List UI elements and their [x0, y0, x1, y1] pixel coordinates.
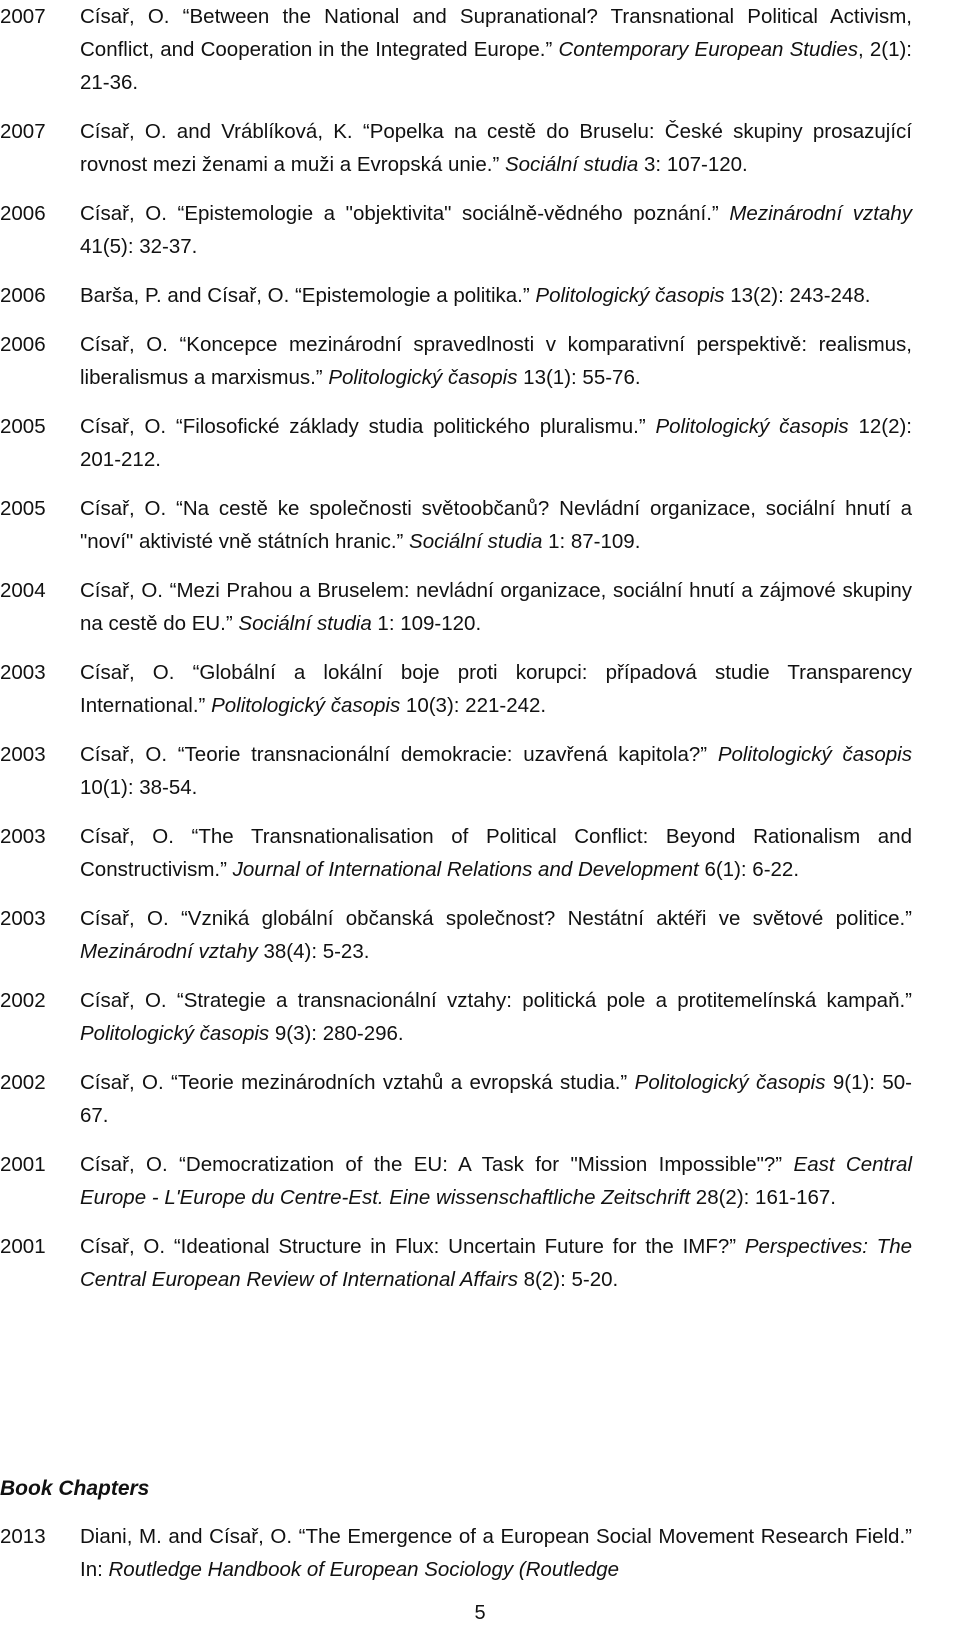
- publication-year: 2013: [0, 1525, 46, 1548]
- publication-entry: [0, 820, 912, 886]
- publication-year: 2002: [0, 989, 46, 1012]
- publication-entry: [0, 279, 912, 312]
- publication-year: 2001: [0, 1153, 46, 1176]
- citation-text: Císař, O. “Koncepce mezinárodní spravedlnosti v komparativní perspektivě: realismus, liberalismus a marxismus.”: [80, 333, 912, 389]
- publication-year: 2003: [0, 907, 46, 930]
- book-chapters-list: [0, 1520, 960, 1602]
- publication-entry: [0, 738, 912, 804]
- journal-title: Politologický časopis: [634, 1071, 826, 1094]
- publication-entry: [0, 902, 912, 968]
- volume-pages: 41(5): 32-37.: [80, 235, 198, 258]
- volume-pages: 9(3): 280-296.: [269, 1022, 404, 1045]
- volume-pages: 6(1): 6-22.: [698, 858, 800, 881]
- journal-title: Sociální studia: [238, 612, 372, 635]
- citation-text: Císař, O. “The Transnationalisation of Political Conflict: Beyond Rationalism and Constructivism.”: [80, 825, 912, 881]
- volume-pages: 10(1): 38-54.: [80, 776, 198, 799]
- volume-pages: 3: 107-120.: [638, 153, 748, 176]
- publication-year: 2007: [0, 120, 46, 143]
- journal-title: Politologický časopis: [535, 284, 725, 307]
- journal-title: Politologický časopis: [717, 743, 912, 766]
- citation-text: Císař, O. “Na cestě ke společnosti světoobčanů? Nevládní organizace, sociální hnutí a "noví" aktivisté vně státních hranic.”: [80, 497, 912, 553]
- journal-title: Journal of International Relations and Development: [232, 858, 699, 881]
- volume-pages: 13(1): 55-76.: [517, 366, 641, 389]
- volume-pages: 9(1): 50-67.: [80, 1071, 912, 1127]
- journal-title: Politologický časopis: [211, 694, 401, 717]
- publication-entry: [0, 656, 912, 722]
- publication-entry: [0, 115, 912, 181]
- publication-year: 2007: [0, 5, 46, 28]
- citation-text: Císař, O. “Filosofické základy studia politického pluralismu.”: [80, 415, 656, 438]
- journal-title: Politologický časopis: [655, 415, 849, 438]
- publication-year: 2006: [0, 202, 46, 225]
- publication-year: 2006: [0, 284, 46, 307]
- publication-year: 2005: [0, 497, 46, 520]
- publication-entry: [0, 197, 912, 263]
- journal-title: Mezinárodní vztahy: [729, 202, 912, 225]
- volume-pages: , 2(1): 21-36.: [80, 38, 912, 94]
- journal-title: Sociální studia: [409, 530, 543, 553]
- publication-year: 2006: [0, 333, 46, 356]
- publication-year: 2004: [0, 579, 46, 602]
- volume-pages: 12(2): 201-212.: [80, 415, 912, 471]
- publication-entry: [0, 1230, 912, 1296]
- publication-year: 2003: [0, 743, 46, 766]
- journal-title: Routledge Handbook of European Sociology (Routledge: [108, 1558, 620, 1581]
- journal-title: Mezinárodní vztahy: [80, 940, 258, 963]
- journal-title: East Central Europe - L'Europe du Centre-Est. Eine wissenschaftliche Zeitschrift: [80, 1153, 912, 1209]
- journal-title: Perspectives: The Central European Review of International Affairs: [80, 1235, 912, 1291]
- journal-title: Contemporary European Studies: [558, 38, 858, 61]
- journal-title: Sociální studia: [504, 153, 639, 176]
- citation-text: Císař, O. “Between the National and Supranational? Transnational Political Activism, Conflict, and Cooperation in the Integrated Europe.”: [80, 5, 912, 61]
- journal-title: Politologický časopis: [80, 1022, 270, 1045]
- section-title-book-chapters: Book Chapters: [0, 1477, 150, 1500]
- publication-year: 2003: [0, 825, 46, 848]
- publication-entry: [0, 1148, 912, 1214]
- citation-text: Císař, O. “Ideational Structure in Flux: Uncertain Future for the IMF?”: [80, 1235, 745, 1258]
- citation-text: Císař, O. “Strategie a transnacionální vztahy: politická pole a protitemelínská kampaň.”: [80, 989, 912, 1012]
- citation-text: Diani, M. and Císař, O. “The Emergence of a European Social Movement Research Field.” In:: [80, 1525, 912, 1581]
- publication-entry: [0, 492, 912, 558]
- volume-pages: 28(2): 161-167.: [690, 1186, 836, 1209]
- volume-pages: 38(4): 5-23.: [257, 940, 370, 963]
- citation-text: Císař, O. “Vzniká globální občanská společnost? Nestátní aktéři ve světové politice.”: [80, 907, 912, 930]
- citation-text: Císař, O. and Vráblíková, K. “Popelka na cestě do Bruselu: České skupiny prosazující rovnost mezi ženami a muži a Evropská unie.”: [80, 120, 912, 176]
- publication-entry: [0, 410, 912, 476]
- publication-entry: [0, 1520, 912, 1586]
- citation-text: Císař, O. “Teorie transnacionální demokracie: uzavřená kapitola?”: [80, 743, 718, 766]
- citation-text: Barša, P. and Císař, O. “Epistemologie a politika.”: [80, 284, 536, 307]
- volume-pages: 10(3): 221-242.: [400, 694, 547, 717]
- publication-year: 2001: [0, 1235, 46, 1258]
- publication-entry: [0, 0, 912, 99]
- page-number: 5: [474, 1602, 486, 1624]
- publication-entry: [0, 1066, 912, 1132]
- volume-pages: 1: 87-109.: [542, 530, 641, 553]
- publication-entry: [0, 574, 912, 640]
- publication-year: 2005: [0, 415, 46, 438]
- citation-text: Císař, O. “Democratization of the EU: A Task for "Mission Impossible"?”: [80, 1153, 794, 1176]
- citation-text: Císař, O. “Teorie mezinárodních vztahů a evropská studia.”: [80, 1071, 635, 1094]
- citation-text: Císař, O. “Mezi Prahou a Bruselem: nevládní organizace, sociální hnutí a zájmové skupiny na cestě do EU.”: [80, 579, 912, 635]
- volume-pages: 1: 109-120.: [371, 612, 482, 635]
- publication-entry: [0, 328, 912, 394]
- publication-year: 2002: [0, 1071, 46, 1094]
- volume-pages: 8(2): 5-20.: [517, 1268, 619, 1291]
- volume-pages: 13(2): 243-248.: [724, 284, 871, 307]
- journal-title: Politologický časopis: [328, 366, 518, 389]
- publication-year: 2003: [0, 661, 46, 684]
- citation-text: Císař, O. “Globální a lokální boje proti korupci: případová studie Transparency International.”: [80, 661, 912, 717]
- citation-text: Císař, O. “Epistemologie a "objektivita" sociálně-vědného poznání.”: [80, 202, 730, 225]
- publication-entry: [0, 984, 912, 1050]
